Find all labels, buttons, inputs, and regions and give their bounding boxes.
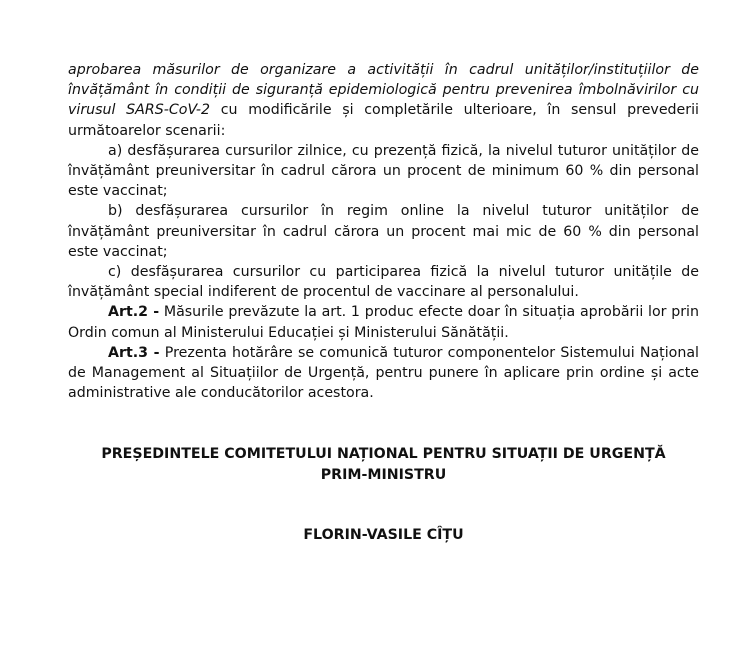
- article-3-text: Prezenta hotărâre se comunică tuturor componentelor Sistemului Național de Management al Situațiilor de Urgență, pentru punere în aplicare prin ordine și acte administrative ale conducătorilor acestora.: [68, 344, 699, 402]
- scenario-b: b) desfășurarea cursurilor în regim online la nivelul tuturor unităților de învățământ preuniversitar în cadrul cărora un procent mai mic de 60 % din personal este vaccinat;: [68, 203, 699, 260]
- signatory-name: FLORIN-VASILE CÎȚU: [303, 527, 464, 543]
- intro-paragraph: [68, 60, 699, 141]
- intro-italic-text: aprobarea măsurilor de organizare a activității în cadrul unităților/instituțiilor de învățământ în condiții de siguranță epidemiologică pentru prevenirea îmbolnăvirilor cu virusul SARS-CoV-2: [68, 62, 699, 119]
- article-2: [68, 302, 699, 342]
- document-body: [68, 60, 699, 403]
- article-3-label: Art.3 -: [108, 344, 160, 361]
- article-3: [68, 343, 699, 404]
- signature-title: [68, 444, 699, 485]
- signature-title-line1: PREȘEDINTELE COMITETULUI NAȚIONAL PENTRU SITUAȚII DE URGENȚĂ: [101, 446, 666, 462]
- article-2-label: Art.2 -: [108, 304, 160, 321]
- scenario-a: a) desfășurarea cursurilor zilnice, cu prezență fizică, la nivelul tuturor unităților de învățământ preuniversitar în cadrul cărora un procent de minimum 60 % din personal este vaccinat;: [68, 142, 699, 200]
- signature-title-line2: PRIM-MINISTRU: [320, 466, 447, 483]
- intro-rest-text: cu modificările și completările ulterioare, în sensul prevederii următoarelor scenarii:: [68, 102, 699, 139]
- scenario-c: c) desfășurarea cursurilor cu participarea fizică la nivelul tuturor unitățile de învățământ special indiferent de procentul de vaccinare al personalului.: [68, 264, 699, 301]
- article-2-text: Măsurile prevăzute la art. 1 produc efecte doar în situația aprobării lor prin Ordin comun al Ministerului Educației și Ministerului Sănătății.: [68, 304, 699, 341]
